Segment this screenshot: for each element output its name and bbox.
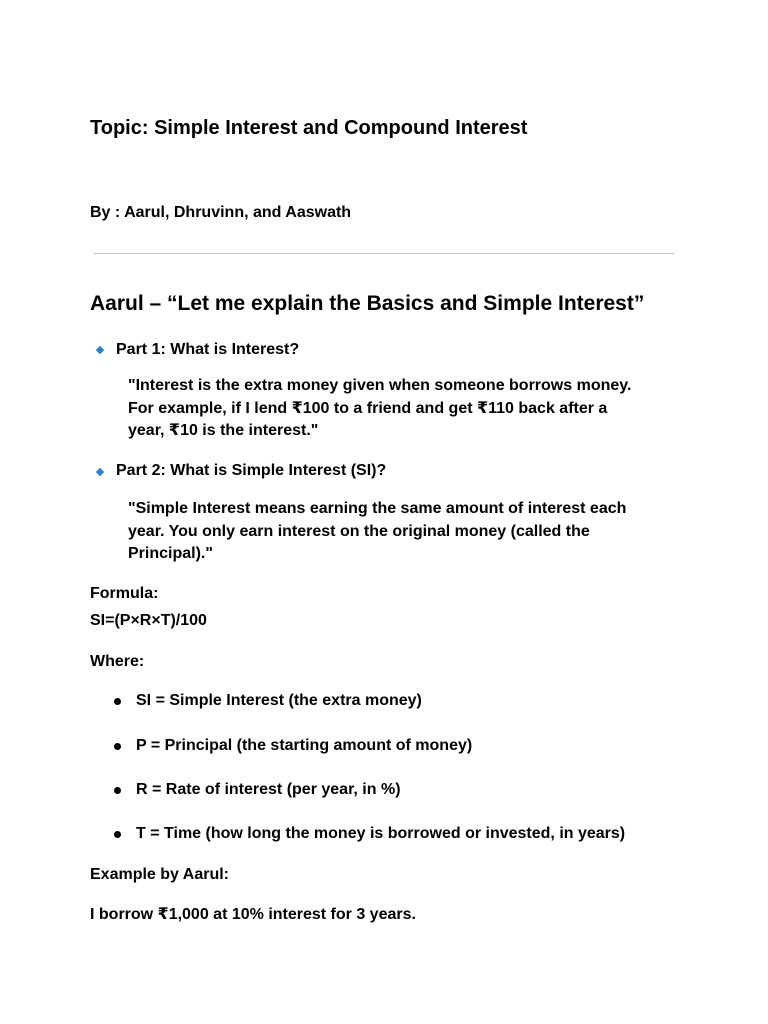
definition-item: SI = Simple Interest (the extra money) xyxy=(136,692,422,709)
part-1-quote: "Interest is the extra money given when someone borrows money. For example, if I lend ₹100 to a friend and get ₹110 back after a year, ₹10 is the interest." xyxy=(128,377,632,439)
definition-item: T = Time (how long the money is borrowed or invested, in years) xyxy=(136,825,626,842)
example-text: I borrow ₹1,000 at 10% interest for 3 years. xyxy=(90,906,416,923)
section-heading: Aarul – “Let me explain the Basics and Simple Interest” xyxy=(90,292,645,315)
byline: By : Aarul, Dhruvinn, and Aaswath xyxy=(90,204,352,221)
bullet-dot-icon xyxy=(114,787,121,794)
divider xyxy=(94,253,674,254)
where-label: Where: xyxy=(90,653,145,670)
example-label: Example by Aarul: xyxy=(90,866,230,883)
bullet-dot-icon xyxy=(114,743,121,750)
formula: SI=(P×R×T)/100 xyxy=(90,612,207,629)
part-1-label: Part 1: What is Interest? xyxy=(116,341,300,358)
bullet-dot-icon xyxy=(114,831,121,838)
part-2-quote: "Simple Interest means earning the same amount of interest each year. You only earn interest on the original money (called the Principal)." xyxy=(128,500,627,562)
part-2-label: Part 2: What is Simple Interest (SI)? xyxy=(116,462,387,479)
bullet-dot-icon xyxy=(114,698,121,705)
formula-label: Formula: xyxy=(90,585,159,602)
diamond-bullet-icon xyxy=(96,468,104,476)
diamond-bullet-icon xyxy=(96,346,104,354)
document-title: Topic: Simple Interest and Compound Interest xyxy=(90,117,528,139)
definition-item: P = Principal (the starting amount of money) xyxy=(136,737,473,754)
definition-item: R = Rate of interest (per year, in %) xyxy=(136,781,401,798)
